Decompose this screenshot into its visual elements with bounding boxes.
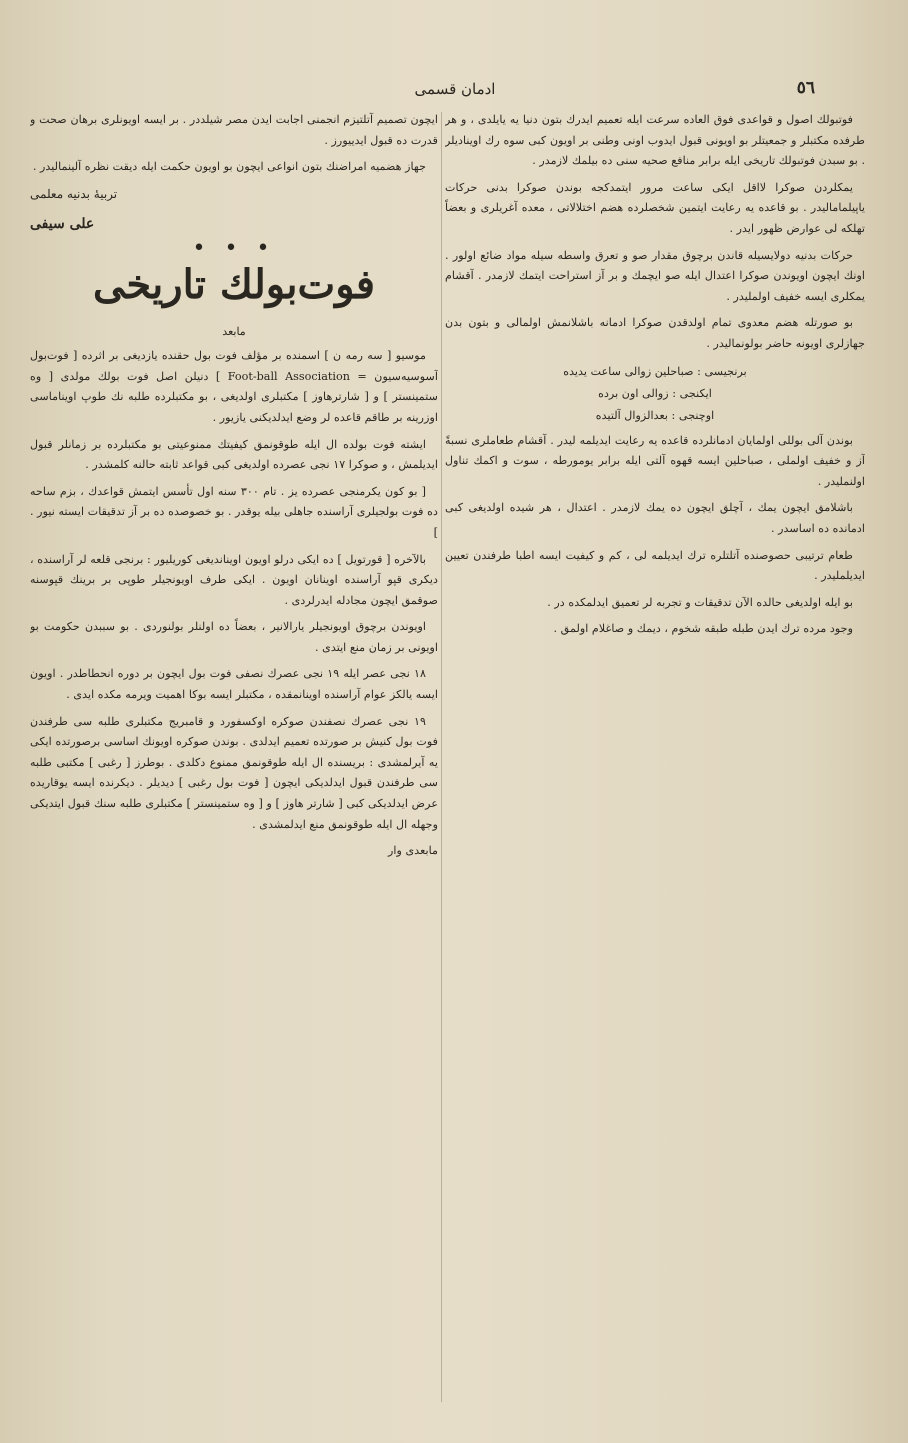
paragraph: وجود مرده ترك ایدن طبله طبقه شخوم ، دیمك و صاغلام اولمق . bbox=[553, 622, 853, 636]
paragraph: ۱۹ نجی عصرك نصفندن صوكره اوكسفورد و قامبریج مكتبلری طلبه سی طرفندن فوت بول كنیش بر صورتده تعمیم ایدلدی . بوندن صوكره اویونك اساسی برصورتده ایكی یه آیرلمشدی : بریسنده ال ایله طوقونمق ممنوع دكلدی . بوطرز [ رغبی ] مكتبی طلبه سی طرفندن قبول ایدلدیكی ایچون [ فوت بول رغبی ] دیدیلر . دیكرنده ایسه یوقاریده عرض ایدلدیكی كبی [ شارتر هاوز ] و [ وه ستمینستر ] مكتبلری طلبه سنك قبول ایتدیكی وجهله ال ایله طوقونمق منع ایدلمشدی . bbox=[30, 714, 438, 831]
paragraph: بوندن آلی بوللی اولمایان ادمانلرده قاعده یه رعایت ایدیلمه لیدر . آقشام طعاملری نسبةً آز و خفیف اولملی ، صباحلین ایسه قهوه آلتی ایله برابر یومورطه ، سوت و اكمك تناول اولنملیدر . bbox=[445, 433, 865, 488]
paragraph: [ بو كون یكرمنجی عصرده یز . تام ۳۰۰ سنه اول تأسس ایتمش قواعدك ، بزم ساحه ده فوت بولجیلری آراسنده جاهلی بیله یوقدر . بو خصوصده ده بر آز تدقیقات ایسته نیور . ] bbox=[30, 484, 438, 539]
author-name: علی سیفی bbox=[30, 216, 95, 233]
paragraph: اویوندن برچوق اویونجیلر یارالانیر ، بعضاً ده اولنلر بولنوردی . بو سببدن حكومت بو اویونی بر زمان منع ایتدی . bbox=[30, 620, 438, 654]
section-ornament: • • • bbox=[192, 235, 276, 261]
paragraph: بو ایله اولدیغی حالده الآن تدقیقات و تجربه لر تعمیق ایدلمكده در . bbox=[547, 595, 853, 609]
left-column bbox=[30, 110, 438, 1410]
paragraph: ایچون تصمیم آتلتیزم انجمنی اجابت ایدن مصر شیلددر . بر ایسه اویونلری برهان صحت و قدرت ده قبول ایدییورز . bbox=[30, 113, 438, 147]
page-header bbox=[40, 78, 870, 104]
article-title: فوت‌بولك تاریخی bbox=[93, 260, 375, 308]
meal-schedule bbox=[445, 361, 865, 427]
paragraph: بو صورتله هضم معدوی تمام اولدقدن صوكرا ادمانه باشلانمش اولمالی و بتون بدن جهازلری اویونه حاضر بولونمالیدر . bbox=[445, 316, 865, 350]
running-title: ادمان قسمی bbox=[414, 80, 496, 98]
paragraph: ۱۸ نجی عصر ایله ۱۹ نجی عصرك نصفی فوت بول ایچون بر دوره انحطاطدر . اویون ایسه یالكز عوام آراسنده اوینانمقده ، مكتبلر ایسه بوكا اهمیت ویرمه مكده ایدی . bbox=[30, 667, 438, 702]
column-divider bbox=[441, 112, 442, 1402]
paragraph: یمكلردن صوكرا لااقل ایكی ساعت مرور ایتمدكجه بوندن صوكرا بدنی حركات یاپیلمامالیدر . بو قاعده یه رعایت ایتمین شخصلرده هضم اختلالاتی ، معده آغریلری و بعضاً تهلكه لی عوارض ظهور ایدر . bbox=[445, 180, 865, 235]
paragraph: ایشته فوت بولده ال ایله طوقونمق كیفیتك ممنوعیتی بو مكتبلرده بر زمانلر قبول ایدیلمش ، و صوكرا ۱۷ نجی عصرده اولدیغی كبی قواعد ثابته حالنه كلمشدر . bbox=[30, 437, 438, 472]
paragraph: جهاز هضمیه امراضنك بتون انواعی ایچون بو اویون حكمت ایله دیقت نظره آلینمالیدر . bbox=[32, 160, 426, 174]
paragraph: بالآخره [ قورتویل ] ده ایكی درلو اویون اویناندیغی كوریلیور : برنجی قلعه لر آراسنده ، دیكری قپو آراسنده اوینانان اویون . ایكی طرف اویونجیلر طوپی بر برینك قپوسنه صوقمق ایچون مجادله ایدرلردی . bbox=[30, 552, 438, 607]
paragraph: موسیو [ سه رمه ن ] اسمنده بر مؤلف فوت بول حقنده یازدیغی بر اثرده [ فوت‌بول آسوسیه‌سیون = Foot-ball Association ] دنیلن اصل فوت بولك مولدی [ وه ستمینستر ] و [ شارترهاوز ] مكتبلری اولدیغی ، بو مكتبلرده طلبه نك طوپ اویناماسی اوزرینه بر طاقم قاعده لر وضع ایدلدیكنی یازیور . bbox=[30, 349, 438, 424]
schedule-item: ایكنجی : زوالی اون برده bbox=[598, 386, 712, 400]
paragraph: حركات بدنیه دولایسیله قاندن برچوق مقدار صو و تعرق واسطه سیله مواد ضائع اولور . اونك ایچون اویوندن صوكرا اعتدال ایله صو ایچمك و بر آز استراحت ایتمك لازمدر . آقشام یمكلری ایسه خفیف اولملیدر . bbox=[445, 248, 865, 303]
paragraph: فوتبولك اصول و قواعدی فوق العاده سرعت ایله تعمیم ایدرك بتون دنیا یه یایلدی ، و هر طرفده مكتبلر و جمعیتلر بو اویونی قبول ایدوب اونی وطنی بر اویون كبی سوه رك اوینادیلر . بو سبدن فوتبولك تاریخی ایله برابر منافع صحیه سنی ده بیلمك لازمدر . bbox=[445, 113, 865, 168]
paragraph: طعام ترتیبی حصوصنده آتلتلره ترك ایدیلمه لی ، كم و كیفیت ایسه اطبا طرفندن تعیین ایدیلملیدر . bbox=[445, 548, 865, 583]
paragraph: باشلامق ایچون یمك ، آچلق ایچون ده یمك لازمدر . اعتدال ، هر شیده اولدیغی كبی ادمانده ده اساسدر . bbox=[445, 501, 865, 535]
schedule-item: برنجیسی : صباحلین زوالی ساعت یدیده bbox=[563, 364, 747, 378]
right-column bbox=[445, 110, 865, 1410]
signature-label: تربیهٔ بدنیه معلمی bbox=[30, 186, 118, 201]
article-footer bbox=[30, 841, 438, 862]
continued-label: مابعد bbox=[222, 324, 246, 338]
schedule-item: اوچنجی : بعدالزوال آلتیده bbox=[595, 408, 715, 422]
to-be-continued: مابعدی وار bbox=[387, 844, 438, 858]
page-number: ٥٦ bbox=[796, 78, 815, 98]
